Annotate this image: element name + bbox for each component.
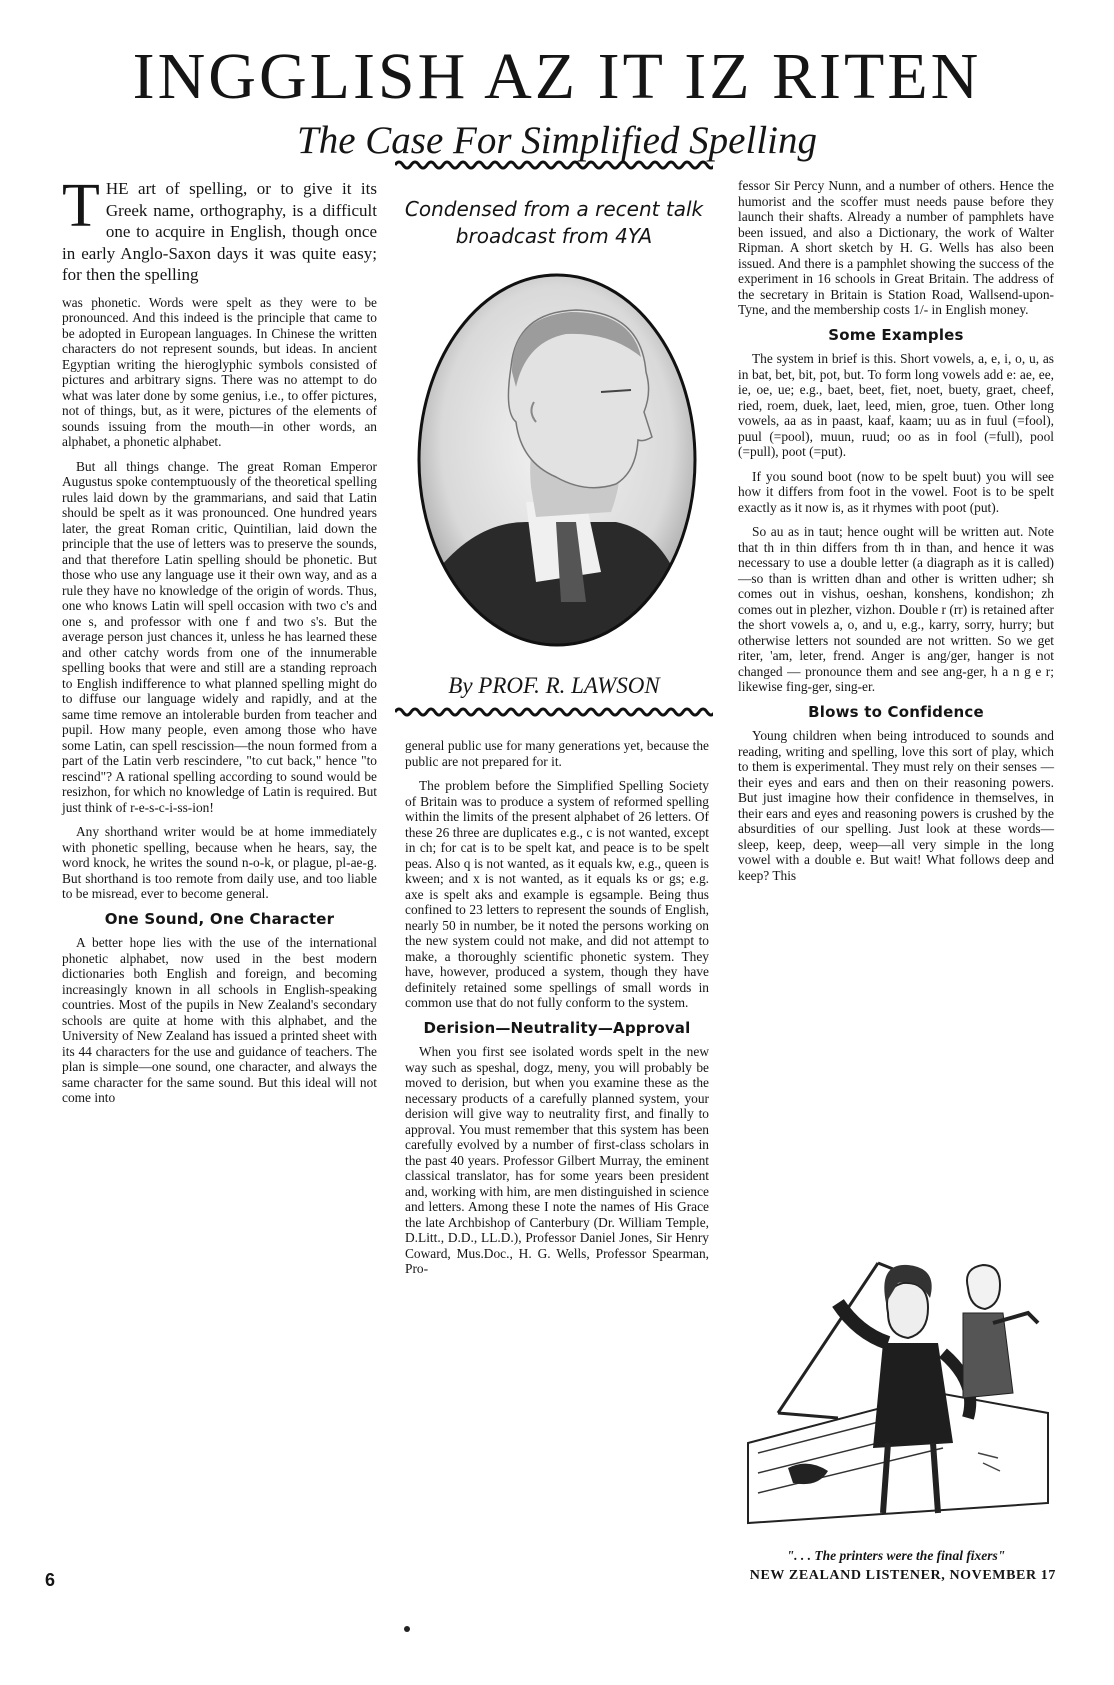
opening-lead: HE art of spelling, or to give it its Greek name, orthography, is a difficult one to acquire in English, though once in early Anglo-Saxon days it was quite easy; for then the spelling	[62, 179, 377, 284]
article-column-3	[738, 178, 1054, 892]
paragraph: fessor Sir Percy Nunn, and a number of others. Hence the humorist and the scoffer must needs pause before they launch their shafts. Already a number of pamphlets have been issued, and also a Dictionary, the work of Walter Ripman. A short sketch by H. G. Wells has also been issued. And there is a pamphlet showing the success of the experiment in 16 schools in Great Britain. The address of the secretary in Britain is Station Road, Wallsend-upon-Tyne, and the membership costs 1/- in English money.	[738, 178, 1054, 317]
publication-footer: NEW ZEALAND LISTENER, NOVEMBER 17	[749, 1568, 1056, 1583]
subheadline: The Case For Simplified Spelling	[297, 119, 817, 162]
wavy-rule-icon	[395, 158, 713, 172]
opening-paragraph	[62, 172, 377, 286]
section-heading: Blows to Confidence	[808, 702, 984, 721]
paragraph: was phonetic. Words were spelt as they were to be pronounced. And this indeed is the principle that came to be adopted in European languages. In Chinese the written characters do not represent sounds, but ideas. In ancient Egyptian writing the hieroglyphic symbols consisted of pictures and arbitrary signs. There was no attempt to do what was later done by some genius, i.e., to offer pictures, not of things, but, as it were, pictures of the elements of sounds issuing from the mouth—in other words, an alphabet, a phonetic alphabet.	[62, 294, 377, 449]
byline: By PROF. R. LAWSON	[448, 673, 660, 698]
section-heading: Derision—Neutrality—Approval	[423, 1018, 691, 1037]
section-heading: One Sound, One Character	[104, 909, 335, 928]
portrait-photo-icon	[416, 272, 698, 648]
paragraph: If you sound boot (now to be spelt buut) you will see how it differs from foot in the vowel. Foot is to be spelt exactly as it now is, as it rhymes with poot (put).	[738, 468, 1054, 515]
article-column-2	[405, 738, 709, 1286]
paragraph: Young children when being introduced to sounds and reading, writing and spelling, love this sort of play, which to them is experimental. They must rely on their senses — their eyes and ears and then on their reasoning powers. But just imagine how their confidence in themselves, in their ears and eyes and reasoning powers is crushed by the absurdities of our spelling. Just look at these words—sleep, keep, deep, weep—all very simple in the long vowel with a double e. But wait! What follows deep and keep? This	[738, 728, 1054, 883]
paragraph: A better hope lies with the use of the international phonetic alphabet, now used in the best modern dictionaries both English and foreign, and becoming increasingly known in all schools in English-speaking countries. Most of the pupils in New Zealand's secondary schools are quite at home with this alphabet, and the University of New Zealand has issued a printed sheet with its 44 characters for the use and guidance of teachers. The plan is simple—one sound, one character, and always the same character for the same sound. But this ideal will not come into	[62, 935, 377, 1105]
drop-cap: T	[62, 172, 100, 240]
section-heading: Some Examples	[828, 325, 964, 344]
paragraph: When you first see isolated words spelt in the new way such as speshal, dogz, meny, you will probably be moved to derision, but when you examine these as the necessary products of a carefully planned system, your derision will give way to neutrality first, and finally to approval. You must remember that this system has been carefully evolved by a number of first-class scholars in the past 40 years. Professor Gilbert Murray, the eminent classical translator, has for some years been president and, working with him, are men distinguished in science and letters. Among these I note the names of His Grace the late Archbishop of Canterbury (Dr. William Temple, D.Litt., D.D., LL.D.), Professor Daniel Jones, Sir Henry Coward, Mus.Doc., H. G. Wells, Professor Spearman, Pro-	[405, 1044, 709, 1276]
paragraph: So au as in taut; hence ought will be written aut. Note that th in thin differs from th in than, and hence it was necessary to use a double letter (a diagraph as it is called)—so than is written dhan and other is written udher; sh comes out in vishus, oeshan, konshens, kondishon; zh comes out in plezher, vizhon. Double r (rr) is retained after the short vowels a, o, and u, e.g., karry, sorry, hurry; but otherwise letters not sounded are not written. So we get riter, 'am, leter, frend. Anger is ang/ger, hanger is not changed — pronounce them and see ang-ger, h a n g e r; likewise fing-ger, sing-er.	[738, 524, 1054, 694]
condensed-note: Condensed from a recent talk broadcast from 4YA	[404, 197, 704, 248]
paragraph: Any shorthand writer would be at home immediately with phonetic spelling, because when he hears, say, the word knock, he writes the sound n-o-k, or plague, pl-ae-g. But shorthand is too remote from daily use, and too liable to be misread, ever to become general.	[62, 824, 377, 901]
printers-cartoon-icon	[738, 1243, 1054, 1533]
headline: INGGLISH AZ IT IZ RITEN	[132, 40, 982, 113]
cartoon-caption: ". . . The printers were the final fixers"	[786, 1548, 1006, 1563]
paragraph: general public use for many generations yet, because the public are not prepared for it.	[405, 738, 709, 769]
article-column-1	[62, 172, 377, 1115]
paragraph: The problem before the Simplified Spelling Society of Britain was to produce a system of reformed spelling within the limits of the present alphabet of 26 letters. Of these 26 three are duplicates e.g., c is not wanted, except in ch; for cat is to be spelt kat, and peace is to be spelt peas. Also q is not wanted, as it equals kw, e.g., queen is kween; and x is not wanted, as it equals ks or gs; e.g. axe is spelt aks and example is egsample. Being thus confined to 23 letters to represent the sounds of English, nearly 50 in number, be it noted the persons working on the new system could not make, and did not attempt to make, a thoroughly scientific phonetic system. They have, however, produced a system, though they have definitely retained some spellings of small words in common use that do not fully conform to the system.	[405, 778, 709, 1010]
ink-speck	[404, 1626, 410, 1632]
paragraph: The system in brief is this. Short vowels, a, e, i, o, u, as in bat, bet, bit, pot, but. To form long vowels add e: ae, ee, ie, oe, ue; e.g., baet, beet, fiet, noet, buety, graet, cheef, ried, roem, duek, laet, leed, mien, groe, tuen. Other long vowels, aa as in paast, kaaf, kaam; uu as in fuul (=fool), puul (=pool), muun, ruud; oo as in fool (=full), pool (=pull), poot (=put).	[738, 351, 1054, 459]
paragraph: But all things change. The great Roman Emperor Augustus spoke contemptuously of the theoretical spelling rules laid down by the grammarians, and said that Latin should be spelt as it was pronounced. One hundred years later, the great Roman critic, Quintilian, laid down the principle that the use of letters was to preserve the sounds, and that therefore Latin spelling should be phonetic. But those who use any language use it their own way, and as a rule they have no knowledge of the origin of words. Thus, one who knows Latin will spell occasion with two c's and one s, and professor with one f and two s's. But the average person just chances it, unless he has learned these and other catchy words from one of the innumerable spelling books that were and still are a standing reproach to English indifference to what planned spelling might do to diffuse our language widely and rapidly, and at the same time remove an intolerable burden from teacher and pupil. How many people, even among those who have some Latin, can spell rescission—the noun formed from a part of the Latin verb rescindere, "to cut back," hence "to rescind"? A rational spelling according to sound would be resizhon, for which no knowledge of Latin is required. But just think of r-e-s-c-i-ss-ion!	[62, 458, 377, 815]
wavy-rule-icon	[395, 705, 713, 719]
page-number: 6	[45, 1570, 56, 1590]
